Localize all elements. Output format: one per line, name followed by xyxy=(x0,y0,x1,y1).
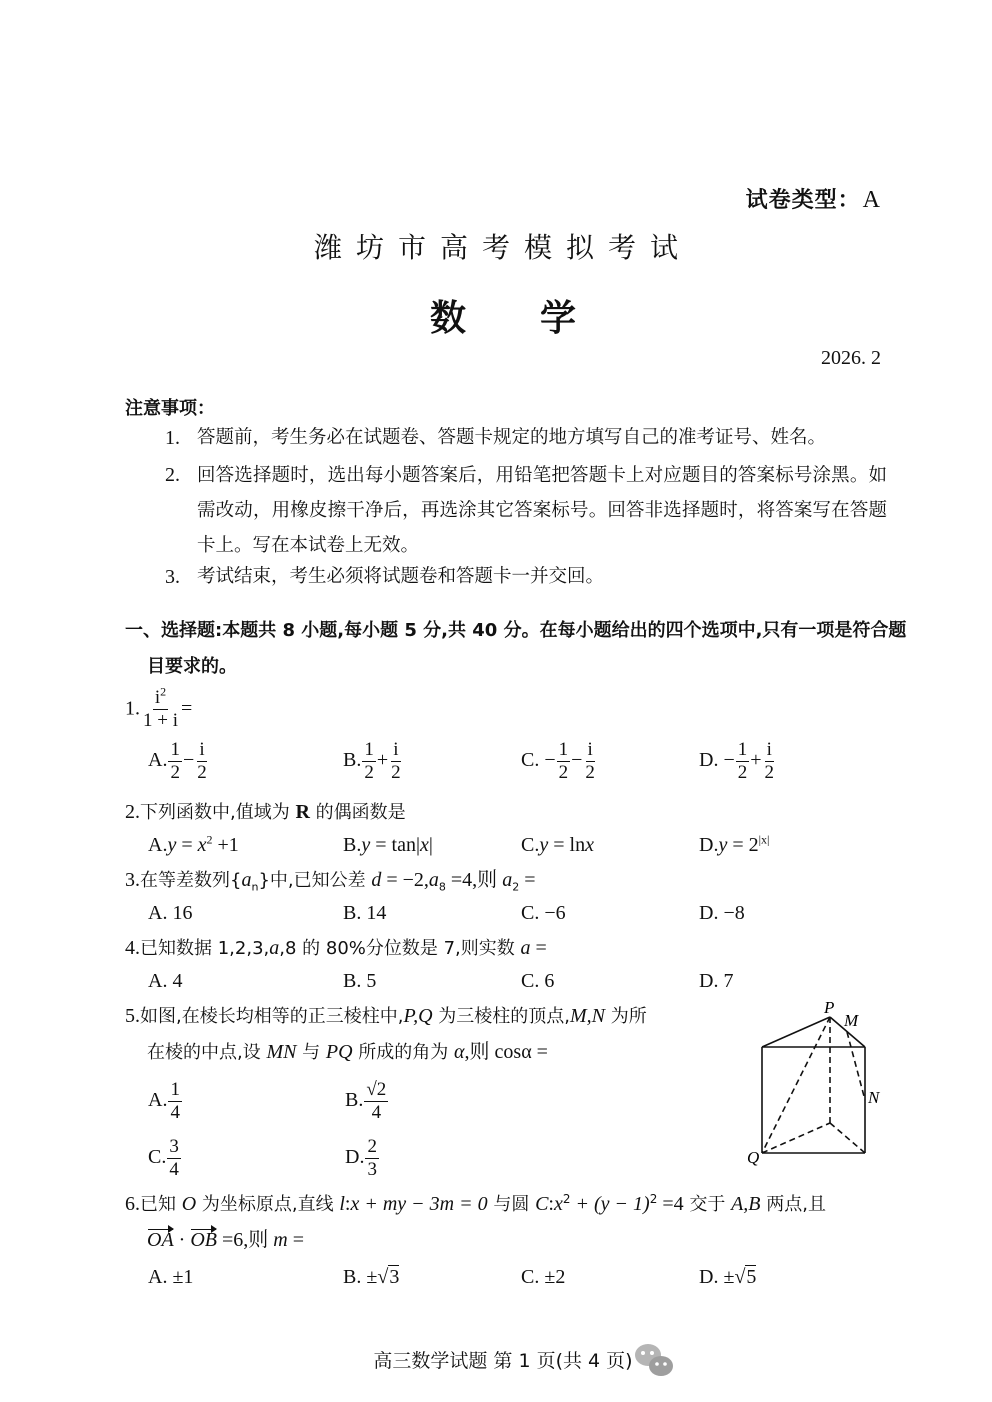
label-m: M xyxy=(844,1011,859,1030)
math-text: = xyxy=(530,937,547,959)
frac-den: 2 xyxy=(364,762,374,783)
math-text: = −2, xyxy=(381,869,429,891)
q2-option-a[interactable] xyxy=(148,834,239,857)
var: x xyxy=(197,834,207,856)
question-text: 已知数据 1,2,3, xyxy=(140,938,270,959)
prism-figure xyxy=(740,995,890,1175)
equation-line: x + my − 3m = 0 xyxy=(350,1193,488,1215)
frac-den: 4 xyxy=(371,1102,382,1123)
q4-option-b[interactable]: B. 5 xyxy=(343,970,377,992)
var: m xyxy=(273,1229,288,1251)
var: a xyxy=(428,869,439,891)
frac-num: 1 xyxy=(170,1079,180,1100)
q1-option-d[interactable] xyxy=(699,740,777,783)
edge-top-left xyxy=(762,1017,830,1047)
q5-option-b[interactable] xyxy=(345,1080,389,1123)
q3-option-b[interactable]: B. 14 xyxy=(343,902,387,924)
option-value: ±2 xyxy=(544,1266,566,1288)
exponent: 2 xyxy=(206,832,213,847)
q6-option-a[interactable] xyxy=(148,1266,193,1289)
question-3 xyxy=(125,868,535,893)
note-item xyxy=(165,458,887,563)
subscript: 2 xyxy=(512,880,520,894)
question-text: 与 xyxy=(296,1042,326,1063)
question-6-line-1 xyxy=(125,1192,826,1217)
exponent: 2 xyxy=(562,1192,571,1206)
var: d xyxy=(371,869,382,891)
option-sign: ± xyxy=(366,1266,378,1288)
question-5-line-2 xyxy=(147,1040,548,1065)
equation-circle: =4 xyxy=(657,1193,684,1215)
var: a xyxy=(502,869,513,891)
math-text: =4,则 xyxy=(445,869,503,891)
question-text: 与圆 xyxy=(487,1194,536,1215)
segment-mn xyxy=(847,1032,865,1100)
var: M,N xyxy=(570,1005,605,1027)
q4-option-d[interactable]: D. 7 xyxy=(699,970,734,992)
frac-den: 2 xyxy=(170,762,180,783)
question-text: }中,已知公差 xyxy=(258,870,372,891)
q5-option-c[interactable] xyxy=(148,1137,182,1180)
var: P,Q xyxy=(403,1005,433,1027)
q2-option-c[interactable] xyxy=(521,834,594,857)
question-text: 所成的角为 xyxy=(352,1042,455,1063)
option-label: D. xyxy=(345,1146,365,1169)
page-footer: 高三数学试题 第 1 页(共 4 页) xyxy=(373,1350,633,1372)
subject-char: 学 xyxy=(540,298,577,339)
math-text: ,则 cosα = xyxy=(464,1041,548,1063)
label-q: Q xyxy=(747,1148,760,1167)
option-label: C. xyxy=(521,749,540,772)
question-2 xyxy=(125,800,406,825)
question-text: 为三棱柱的顶点, xyxy=(432,1006,570,1027)
q6-option-b[interactable]: B. ±√3 xyxy=(343,1266,400,1288)
var: a xyxy=(241,869,252,891)
frac-num: 1 xyxy=(364,739,374,760)
operator: − xyxy=(571,749,583,772)
q5-option-a[interactable] xyxy=(148,1080,183,1123)
q6-option-d[interactable]: D. ±√5 xyxy=(699,1266,757,1288)
edge-bottom-left-back xyxy=(762,1123,830,1153)
paper-type-label: 试卷类型： xyxy=(745,188,861,213)
question-text: 两点,且 xyxy=(760,1194,826,1215)
option-label: D. xyxy=(699,1266,719,1288)
var: y xyxy=(539,834,549,856)
var: MN xyxy=(266,1041,297,1063)
question-1 xyxy=(125,684,193,731)
frac-num: 1 xyxy=(737,739,748,760)
option-label: A. xyxy=(148,1089,168,1112)
frac-den: 4 xyxy=(169,1159,179,1180)
frac-den: 2 xyxy=(585,762,595,783)
var: y xyxy=(167,834,177,856)
eq: = tan| xyxy=(370,834,420,856)
q4-option-c[interactable]: C. 6 xyxy=(521,970,555,992)
note-text: 答题前，考生务必在试题卷、答题卡规定的地方填写自己的准考证号、姓名。 xyxy=(197,427,827,448)
label-n: N xyxy=(868,1088,880,1107)
operator: + xyxy=(376,749,389,772)
label-p: P xyxy=(824,998,835,1017)
var: A,B xyxy=(731,1193,761,1215)
question-number: 4. xyxy=(125,937,140,959)
frac-den: 2 xyxy=(737,762,748,783)
var: α xyxy=(454,1041,465,1063)
subscript: n xyxy=(251,880,259,894)
frac-num: i xyxy=(393,739,399,760)
option-label: C. xyxy=(521,834,540,856)
frac-num: √2 xyxy=(366,1079,387,1100)
radicand: 5 xyxy=(746,1266,757,1288)
option-label: D. xyxy=(699,749,719,772)
frac-num: i xyxy=(766,739,772,760)
option-label: A. xyxy=(148,749,168,772)
q1-denominator: 1 + i xyxy=(143,710,178,731)
var: y xyxy=(361,834,371,856)
equation-circle: + (y − 1) xyxy=(570,1193,650,1215)
frac-den: 2 xyxy=(558,762,569,783)
question-text: 在棱的中点,设 xyxy=(147,1042,267,1063)
var: x xyxy=(585,834,594,856)
question-6-line-2 xyxy=(147,1228,304,1253)
option-label: A. xyxy=(148,1266,168,1288)
math-text: = xyxy=(287,1229,305,1251)
note-text: 考试结束，考生必须将试题卷和答题卡一并交回。 xyxy=(197,566,605,587)
option-label: D. xyxy=(699,834,719,856)
q5-option-d[interactable] xyxy=(345,1137,380,1180)
section-title: 一、选择题:本题共 8 小题,每小题 5 分,共 40 分。在每小题给出的四个选项中,只有一项是符合题目要求的。 xyxy=(125,620,907,677)
q1-numerator: i xyxy=(154,687,161,708)
exam-date: 2026. 2 xyxy=(821,347,881,369)
q1-option-a[interactable] xyxy=(148,740,210,783)
paper-type-value: A xyxy=(862,187,881,213)
option-sign: ± xyxy=(723,1266,735,1288)
vector-ob: OB xyxy=(190,1229,218,1251)
note-item xyxy=(165,421,887,456)
q3-option-a[interactable]: A. 16 xyxy=(148,902,193,924)
frac-num: 1 xyxy=(170,739,180,760)
subscript: 8 xyxy=(438,880,446,894)
tail: +1 xyxy=(212,834,239,856)
option-value: ±1 xyxy=(172,1266,194,1288)
math-text: = xyxy=(519,869,536,891)
frac-den: 2 xyxy=(197,762,207,783)
exam-title: 潍坊市高考模拟考试 xyxy=(313,231,692,264)
note-number: 2. xyxy=(165,464,180,486)
frac-num: 3 xyxy=(169,1136,179,1157)
question-text: 的偶函数是 xyxy=(309,802,406,823)
equation-circle: x xyxy=(553,1193,563,1215)
wechat-icon xyxy=(632,1340,676,1380)
question-number: 1. xyxy=(125,697,140,720)
eq: = 2 xyxy=(727,834,759,856)
question-text: 为坐标原点,直线 xyxy=(196,1194,340,1215)
var: x xyxy=(419,834,429,856)
dot-operator: · xyxy=(173,1229,191,1251)
option-sign: − xyxy=(723,749,735,772)
set-r: R xyxy=(295,801,310,823)
q1-expression xyxy=(141,684,180,731)
question-number: 5. xyxy=(125,1005,140,1027)
segment-pq xyxy=(762,1017,830,1153)
equals-sign: = xyxy=(181,697,193,720)
question-text: 如图,在棱长均相等的正三棱柱中, xyxy=(140,1006,404,1027)
question-number: 6. xyxy=(125,1193,140,1215)
subject-char: 数 xyxy=(429,298,466,339)
var: a xyxy=(269,937,280,959)
option-label: B. xyxy=(343,834,362,856)
question-text: 在等差数列{ xyxy=(140,870,242,891)
frac-den: 4 xyxy=(170,1102,180,1123)
var: O xyxy=(181,1193,197,1215)
math-text: : xyxy=(548,1193,554,1215)
var: y xyxy=(718,834,728,856)
var: l xyxy=(339,1193,345,1215)
math-text: : xyxy=(344,1193,351,1215)
frac-num: i xyxy=(587,739,593,760)
q1-option-b[interactable] xyxy=(343,740,404,783)
q4-option-a[interactable]: A. 4 xyxy=(148,970,183,992)
question-number: 2. xyxy=(125,801,140,823)
radicand: 3 xyxy=(389,1266,400,1288)
notes-title: 注意事项： xyxy=(125,398,215,419)
question-number: 3. xyxy=(125,869,140,891)
option-label: A. xyxy=(148,834,168,856)
q2-option-b[interactable] xyxy=(343,834,433,857)
q2-option-d[interactable] xyxy=(699,834,769,857)
option-label: C. xyxy=(148,1146,167,1169)
option-sign: − xyxy=(544,749,556,772)
frac-den: 2 xyxy=(764,762,775,783)
operator: − xyxy=(182,749,195,772)
note-item xyxy=(165,560,887,595)
eq: = ln xyxy=(548,834,586,856)
edge-bottom-right-back xyxy=(830,1123,865,1153)
note-text: 回答选择题时，选出每小题答案后，用铅笔把答题卡上对应题目的答案标号涂黑。如需改动，用橡皮擦干净后，再选涂其它答案标号。回答非选择题时，将答案写在答题卡上。写在本试卷上无效。 xyxy=(197,465,887,556)
option-label: C. xyxy=(521,1266,540,1288)
option-label: B. xyxy=(343,749,362,772)
var: a xyxy=(520,937,531,959)
math-text: =6,则 xyxy=(217,1229,274,1251)
exponent: |x| xyxy=(758,832,770,847)
q1-exponent: 2 xyxy=(160,684,167,699)
var: PQ xyxy=(325,1041,353,1063)
subject-title xyxy=(0,290,992,341)
q3-option-d[interactable]: D. −8 xyxy=(699,902,745,924)
note-number: 1. xyxy=(165,427,180,449)
option-label: B. xyxy=(345,1089,364,1112)
note-number: 3. xyxy=(165,566,180,588)
question-text: ,8 的 80%分位数是 7,则实数 xyxy=(279,938,521,959)
q6-option-c[interactable] xyxy=(521,1266,565,1289)
operator: + xyxy=(750,749,762,772)
question-text: 已知 xyxy=(140,1194,182,1215)
question-5-line-1 xyxy=(125,1004,647,1029)
question-text: 交于 xyxy=(683,1194,732,1215)
frac-den: 2 xyxy=(391,762,401,783)
option-label: B. xyxy=(343,1266,362,1288)
exponent: 2 xyxy=(649,1192,658,1206)
question-text: 为所 xyxy=(605,1006,647,1027)
frac-num: 2 xyxy=(367,1136,377,1157)
frac-den: 3 xyxy=(367,1159,377,1180)
vector-oa: OA xyxy=(147,1229,174,1251)
var: C xyxy=(535,1193,549,1215)
question-4 xyxy=(125,936,547,961)
q3-option-c[interactable]: C. −6 xyxy=(521,902,566,924)
paper-type xyxy=(746,183,881,214)
tail: | xyxy=(428,834,433,856)
question-text: 下列函数中,值域为 xyxy=(140,802,296,823)
q1-option-c[interactable] xyxy=(521,740,598,783)
frac-num: 1 xyxy=(558,739,569,760)
frac-num: i xyxy=(199,739,205,760)
eq: = xyxy=(176,834,198,856)
